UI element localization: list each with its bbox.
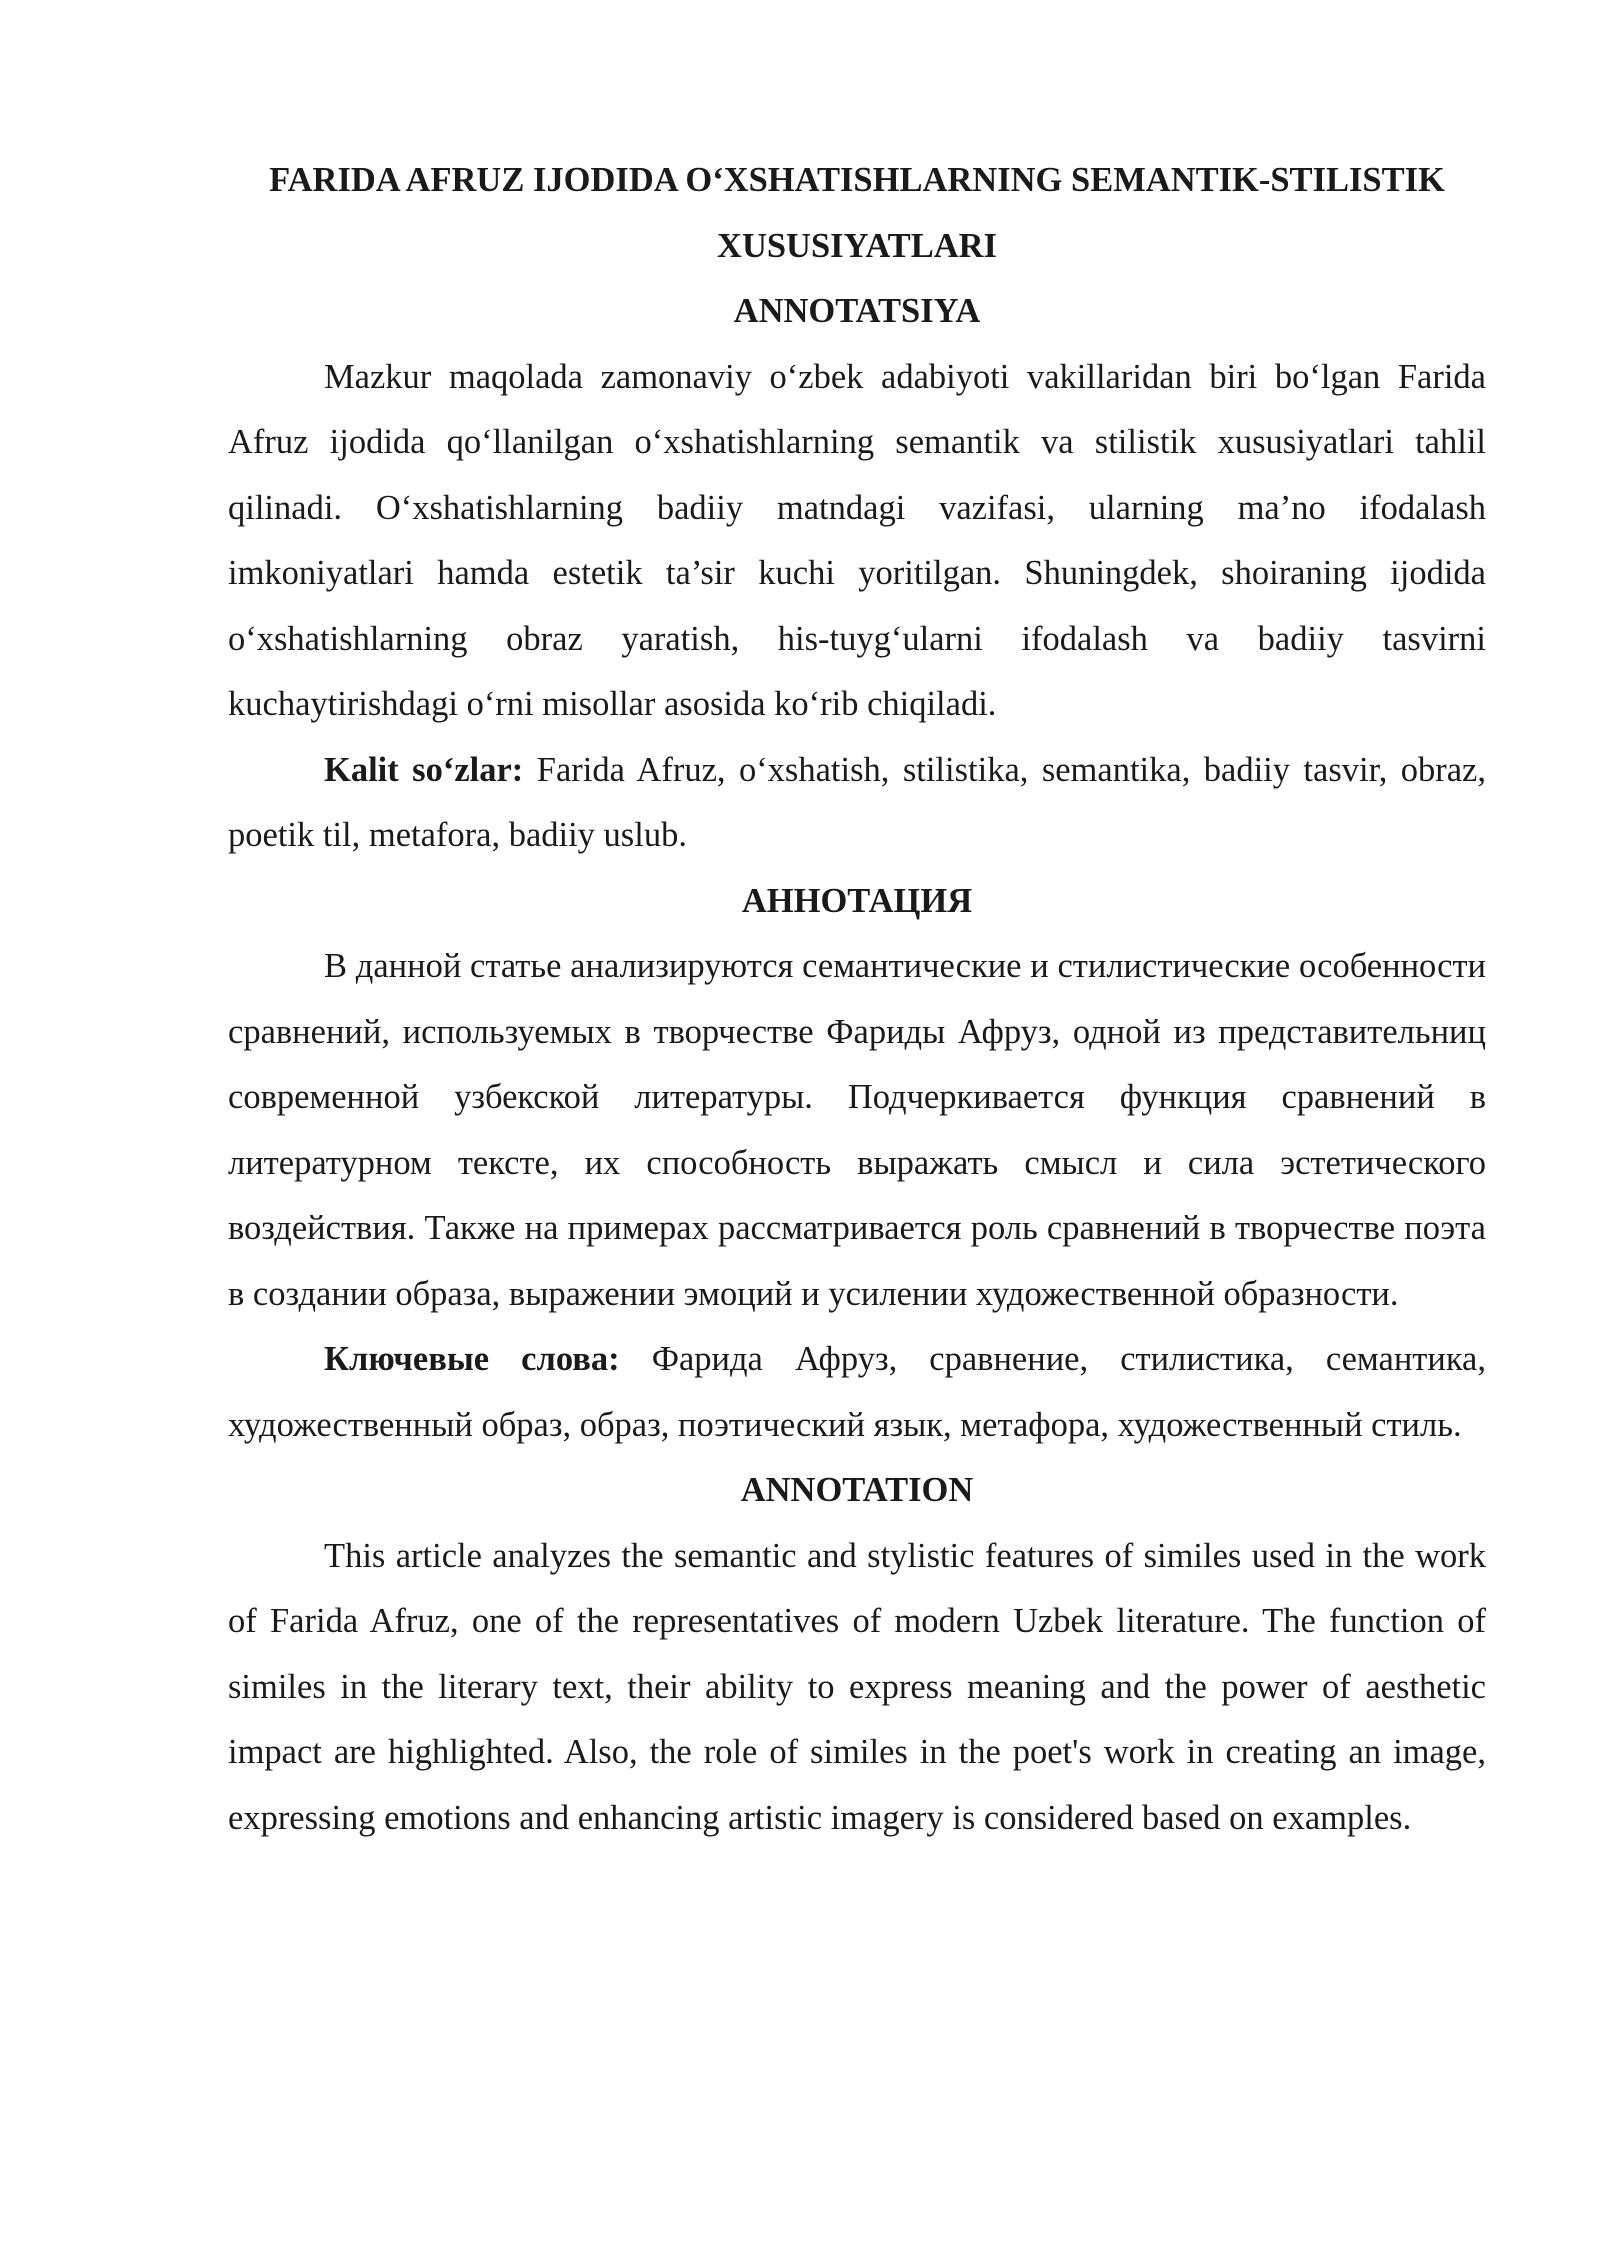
annotation-uzbek: [228, 279, 1486, 869]
keywords-uzbek: [228, 738, 1486, 869]
abstract-uzbek: Mazkur maqolada zamonaviy o‘zbek adabiyoti vakillaridan biri bo‘lgan Farida Afruz ijodida qo‘llanilgan o‘xshatishlarning semantik va stilistik xususiyatlari tahlil qilinadi. O‘xshatishlarning badiiy matndagi vazifasi, ularning ma’no ifodalash imkoniyatlari hamda estetik ta’sir kuchi yoritilgan. Shuningdek, shoiraning ijodida o‘xshatishlarning obraz yaratish, his-tuyg‘ularni ifodalash va badiiy tasvirni kuchaytirishdagi o‘rni misollar asosida ko‘rib chiqiladi.: [228, 357, 1486, 723]
keywords-text-russian: Фарида Афруз, сравнение, стилистика, семантика, художественный образ, образ, поэтический язык, метафора, художественный стиль.: [228, 1340, 1486, 1444]
annotation-russian: [228, 869, 1486, 1459]
abstract-russian: В данной статье анализируются семантические и стилистические особенности сравнений, используемых в творчестве Фариды Афруз, одной из представительниц современной узбекской литературы. Подчеркивается функция сравнений в литературном тексте, их способность выражать смысл и сила эстетического воздействия. Также на примерах рассматривается роль сравнений в творчестве поэта в создании образа, выражении эмоций и усилении художественной образности.: [228, 947, 1486, 1313]
section-heading-english: ANNOTATION: [740, 1471, 974, 1509]
abstract-english: This article analyzes the semantic and stylistic features of similes used in the work of Farida Afruz, one of the representatives of modern Uzbek literature. The function of similes in the literary text, their ability to express meaning and the power of aesthetic impact are highlighted. Also, the role of similes in the poet's work in creating an image, expressing emotions and enhancing artistic imagery is considered based on examples.: [228, 1536, 1486, 1837]
keywords-text-uzbek: Farida Afruz, o‘xshatish, stilistika, semantika, badiiy tasvir, obraz, poetik til, metafora, badiiy uslub.: [228, 750, 1486, 854]
keywords-label-russian: Ключевые слова:: [324, 1340, 620, 1378]
keywords-russian: [228, 1327, 1486, 1458]
paper-title: FARIDA AFRUZ IJODIDA O‘XSHATISHLARNING SEMANTIK-STILISTIK XUSUSIYATLARI: [269, 161, 1445, 265]
section-heading-russian: АННОТАЦИЯ: [741, 881, 973, 920]
keywords-label-uzbek: Kalit so‘zlar:: [324, 750, 524, 789]
annotation-english: [228, 1458, 1486, 1851]
document-body: [228, 148, 1486, 1851]
section-heading-uzbek: ANNOTATSIYA: [733, 292, 981, 330]
